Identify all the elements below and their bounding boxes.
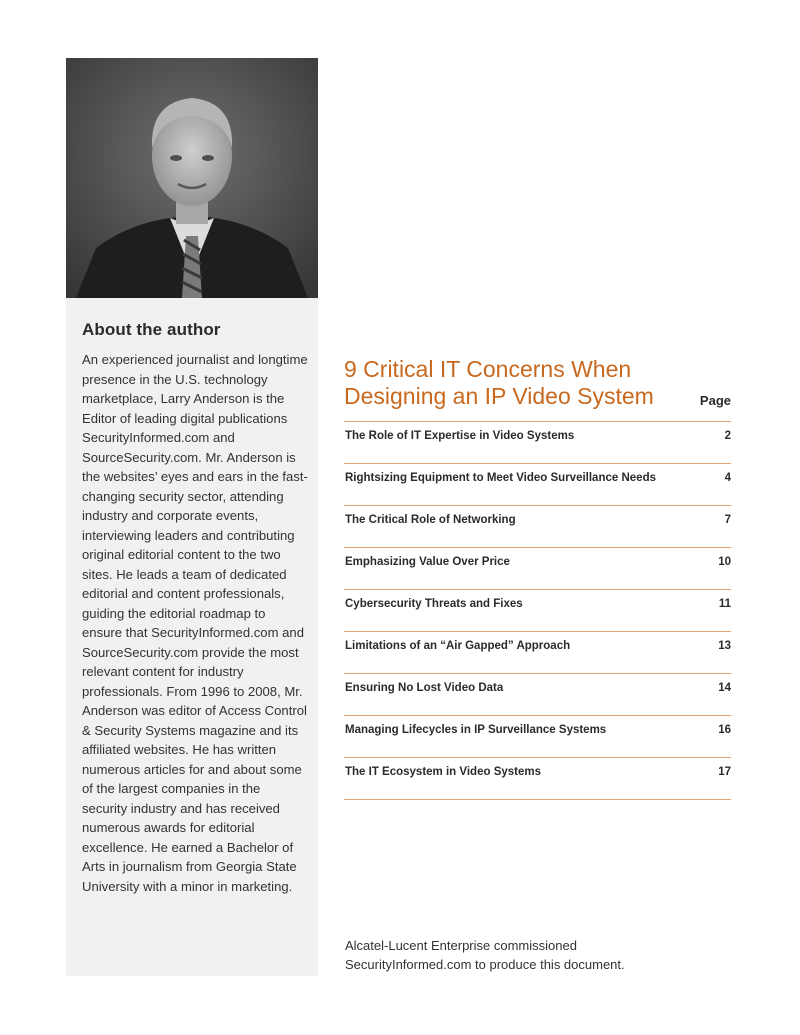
about-author-heading: About the author — [82, 320, 221, 339]
toc-item-title: Managing Lifecycles in IP Surveillance Systems — [345, 724, 607, 736]
toc-item[interactable] — [344, 422, 731, 464]
toc-item-page: 17 — [718, 766, 731, 778]
table-of-contents — [344, 421, 731, 800]
toc-item[interactable] — [344, 716, 731, 758]
toc-item-title: The Role of IT Expertise in Video Systems — [345, 430, 575, 442]
toc-item-title: Cybersecurity Threats and Fixes — [345, 598, 523, 610]
toc-page-label: Page — [699, 393, 731, 408]
toc-item-title: Rightsizing Equipment to Meet Video Surveillance Needs — [345, 472, 656, 484]
toc-item-title: Ensuring No Lost Video Data — [345, 682, 504, 694]
toc-item[interactable] — [344, 548, 731, 590]
author-bio: An experienced journalist and longtime presence in the U.S. technology marketplace, Larry Anderson is the Editor of leading digital publications SecurityInformed.com and SourceSecurity.com. Mr. Anderson is the websites’ eyes and ears in the fast-changing security sector, attending industry and corporate events, interviewing leaders and contributing original editorial content to the two sites. He leads a team of dedicated editorial and content professionals, guiding the editorial roadmap to ensure that SecurityInformed.com and SourceSecurity.com provide the most relevant content for industry professionals. From 1996 to 2008, Mr. Anderson was editor of Access Control & Security Systems magazine and its affiliated websites. He has written numerous articles for and about some of the largest companies in the security industry and has received numerous awards for editorial excellence. He earned a Bachelor of Arts in journalism from Georgia State University with a minor in marketing. — [82, 352, 308, 894]
toc-item[interactable] — [344, 758, 731, 800]
footer-note: Alcatel-Lucent Enterprise commissioned SecurityInformed.com to produce this document. — [345, 938, 625, 972]
toc-item-title: The IT Ecosystem in Video Systems — [345, 766, 541, 778]
toc-item[interactable] — [344, 632, 731, 674]
toc-item-page: 10 — [718, 556, 731, 568]
toc-item[interactable] — [344, 506, 731, 548]
toc-item-title: Emphasizing Value Over Price — [345, 556, 510, 568]
toc-item[interactable] — [344, 674, 731, 716]
toc-item-page: 13 — [718, 640, 731, 652]
toc-item-page: 11 — [718, 598, 731, 610]
toc-item-title: Limitations of an “Air Gapped” Approach — [345, 640, 571, 652]
toc-item-title: The Critical Role of Networking — [345, 514, 516, 526]
toc-item-page: 16 — [718, 724, 731, 736]
toc-item[interactable] — [344, 464, 731, 506]
toc-heading: 9 Critical IT Concerns When Designing an IP Video System — [344, 356, 654, 409]
author-photo — [66, 58, 318, 298]
toc-item-page: 2 — [724, 430, 731, 442]
toc-item-page: 4 — [724, 472, 731, 484]
toc-item-page: 14 — [718, 682, 731, 694]
toc-item[interactable] — [344, 590, 731, 632]
author-sidebar — [66, 58, 318, 976]
toc-item-page: 7 — [724, 514, 731, 526]
